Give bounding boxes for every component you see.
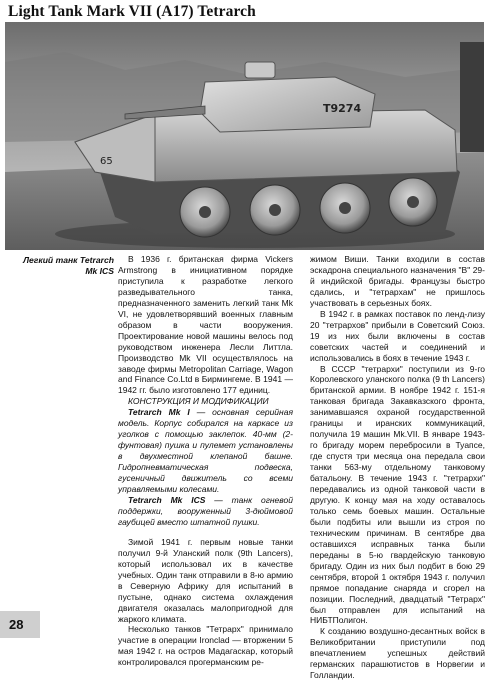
paragraph: Несколько танков "Тетрарх" принимало участие в операции Ironclad — вторжении 5 мая 1942 г. на остров Мадагаскар, который контролировался прогерманским ре-: [118, 624, 293, 668]
turret-hatch: [245, 62, 275, 78]
page-number-box: [0, 611, 40, 638]
wheel-hub: [407, 196, 419, 208]
side-marking: 65: [100, 156, 113, 167]
tank-photo: [5, 22, 484, 250]
text-column-right: [310, 254, 485, 681]
paragraph: К созданию воздушно-десантных войск в Великобритании приступили под впечатлением успешных действий германских парашютистов в Норвегии и Голландии.: [310, 626, 485, 681]
person-figure: [460, 42, 484, 152]
paragraph: жимом Виши. Танки входили в состав эскадрона специального назначения "B" 29-й индийской бригады. Французы быстро сдались, и "тетрархам" не пришлось участвовать в серьезных боях.: [310, 254, 485, 308]
paragraph: В 1942 г. в рамках поставок по ленд-лизу 20 "тетрархов" прибыли в Советский Союз. 19 из них были включены в состав советских частей и соединений и использовались в боях в течение 1943 г.: [310, 308, 485, 363]
design-section: [118, 396, 293, 527]
text-column-left: [118, 254, 293, 668]
caption-line: Легкий танк Tetrarch: [23, 255, 114, 265]
model-description: — основная серийная модель. Корпус собирался на каркасе из уголков с помощью заклепок. 40-мм (2-фунтовая) пушка и пулемет установлены в двухместной клепаной башне. Гидропневматическая подвеска, гусеничный движитель со всеми управляемыми колесами.: [118, 407, 293, 495]
wheel-hub: [199, 206, 211, 218]
tank-photo-illustration: [5, 22, 484, 250]
section-heading: КОНСТРУКЦИЯ И МОДИФИКАЦИИ: [128, 396, 269, 407]
page-title: Light Tank Mark VII (A17) Tetrarch: [8, 3, 256, 20]
caption-line: Mk ICS: [85, 265, 114, 276]
model-description: — танк огневой поддержки, вооруженный 3-дюймовой гаубицей вместо штатной пушки.: [118, 494, 293, 527]
photo-caption: [8, 255, 114, 276]
model-entry: [118, 495, 293, 528]
hull-marking: T9274: [323, 102, 362, 115]
model-name: Tetrarch Mk ICS: [128, 494, 206, 505]
model-name: Tetrarch Mk I: [128, 407, 190, 418]
wheel-hub: [269, 204, 281, 216]
paragraph: Зимой 1941 г. первым новые танки получил 9-й Уланский полк (9th Lancers), который использовал их в качестве учебных. Один танк отправили в 8-ю армию в Северную Африку для испытаний в пустыне, однако система охлаждения двигателя оказалась малопригодной для жаркого климата.: [118, 536, 293, 624]
wheel-hub: [339, 202, 351, 214]
paragraph: В СССР "тетрархи" поступили из 9-го Королевского уланского полка (9 th Lancers) британской армии. В ноябре 1942 г. 151-я танковая бригада Закавказского фронта, занимавшаяся охраной государственной границы и иранских коммуникаций, получила 19 машин Mk.VII. В январе 1943-го бригаду морем перебросили в Туапсе, где спустя три месяца она передала свои танки 563-му отдельному танковому батальону. В течение 1943 г. "тетрархи" передавались из одной танковой части в другую. К концу мая на ходу оставалось только семь боевых машин. Остальные были подбиты или вышли из строя по техническим причинам. В сентябре два оставшихся исправных танка были переданы в 5-ю гвардейскую танковую бригаду. Один из них был подбит в бою 29 сентября, второй 1 октября 1943 г. получил прямое попадание снаряда и сгорел на позиции. Последний, двадцатый "Тетрарх" был отправлен для испытаний на НИБТПолигон.: [310, 363, 485, 626]
page-number: 28: [9, 617, 24, 632]
paragraph: В 1936 г. британская фирма Vickers Armstrong в инициативном порядке приступила к разработке легкого разведывательного танка, предназначенного заменить легкий танк Mk VI, не удовлетворявший военных главным образом в части вооружения. Проектирование новой машины велось под руководством инженера Лесли Литтла. Производство Mk VII осуществлялось на заводе фирмы Metropolitan Carriage, Wagon and Finance Co.Ltd в Бирмингеме. В 1941 — 1942 гг. было изготовлено 177 единиц.: [118, 254, 293, 396]
model-entry: [118, 407, 293, 495]
